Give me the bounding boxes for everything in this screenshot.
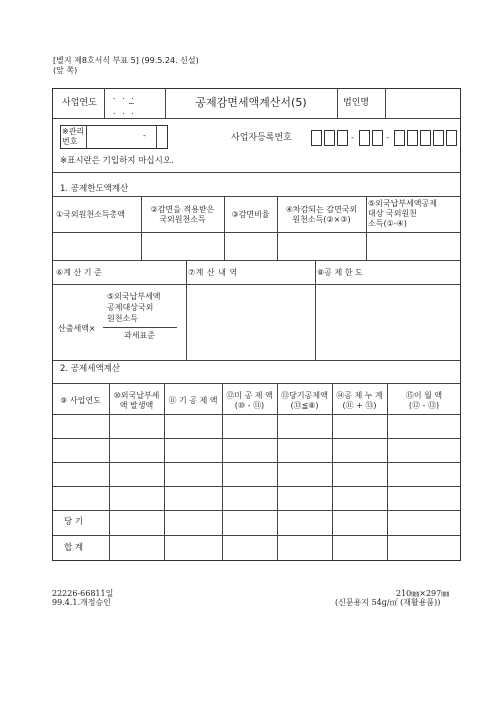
bizno-digit-2[interactable] xyxy=(324,130,335,146)
page-side-label: (앞 쪽) xyxy=(53,66,78,75)
form-reference: [별지 제8호서식 부표 5] (99.5.24. 신설) xyxy=(53,56,199,65)
bizno-digit-3[interactable] xyxy=(337,130,348,146)
section2-title: 2. 공제세액계산 xyxy=(60,364,121,374)
paper-size: 210㎜×297㎜ xyxy=(396,589,450,598)
section2-col-current-deduction: ⑬당기공제액 (⑬≦⑧) xyxy=(281,391,328,410)
total-label: 합 계 xyxy=(64,543,84,553)
approval-note: 99.4.1.개정승인 xyxy=(52,598,111,607)
section1-title: 1. 공제한도액계산 xyxy=(60,184,129,194)
section1-col-exempt-rate: ③감면비율 xyxy=(231,210,270,219)
management-number-dash: - xyxy=(143,131,146,140)
formula-numerator: ⑤외국납부세액 공제대상국외 원천소득 xyxy=(107,292,161,323)
section2-col-year: ⑨ 사업연도 xyxy=(60,396,101,405)
bizno-digit-6[interactable] xyxy=(394,130,405,146)
period-separator: ~ xyxy=(128,99,135,108)
section2-col-undeducted: ⑫미 공 제 액 (⑩ - ⑪) xyxy=(226,391,273,410)
exempt-rate-field[interactable] xyxy=(225,233,277,260)
section2-col-paid-tax: ⑩외국납부세 액 발생액 xyxy=(113,391,160,410)
section1-col-eligible-income: ⑤외국납부세액공제 대상 국외원천 소득(①-④) xyxy=(368,199,437,228)
calc-detail-header: ⑦계 산 내 역 xyxy=(188,268,238,277)
bizno-digit-8[interactable] xyxy=(420,130,431,146)
bizno-digit-1[interactable] xyxy=(311,130,322,146)
section2-col-carryover: ⑮이 월 액 (⑫ - ⑬) xyxy=(405,391,443,410)
exempt-income-field[interactable] xyxy=(142,233,224,260)
section1-col-deducted-income: ④차감되는 감면국외 원천소득(②×③) xyxy=(285,205,358,224)
deduction-table-body[interactable] xyxy=(53,415,461,510)
section2-col-prior-deduction: ⑪ 기 공 제 액 xyxy=(168,396,218,405)
bizno-digit-7[interactable] xyxy=(407,130,418,146)
current-year-label: 당 기 xyxy=(64,517,84,527)
corporation-name-field[interactable] xyxy=(386,89,460,117)
bizno-dash-1: - xyxy=(351,133,354,142)
bizno-dash-2: - xyxy=(386,133,389,142)
eligible-income-field[interactable] xyxy=(367,233,460,260)
period-end-date: . . . xyxy=(113,107,136,116)
period-start-date: . . . xyxy=(113,92,136,101)
formula-denominator: 과세표준 xyxy=(124,331,155,340)
section1-col-exempt-income: ②감면을 적용받은 국외원천소득 xyxy=(150,205,215,224)
foreign-income-total-field[interactable] xyxy=(53,233,141,260)
bizno-digit-4[interactable] xyxy=(359,130,370,146)
calc-limit-field[interactable] xyxy=(316,285,460,360)
form-title: 공제감면세액계산서(5) xyxy=(195,96,307,109)
business-year-label: 사업연도 xyxy=(62,98,97,108)
management-number-label: ※관리 번호 xyxy=(62,127,85,146)
bizno-digit-9[interactable] xyxy=(433,130,444,146)
instruction-note: ※표시란은 기입하지 마십시오. xyxy=(60,156,174,166)
corporation-name-label: 법인명 xyxy=(343,98,370,108)
business-registration-label: 사업자등록번호 xyxy=(231,133,292,143)
calc-detail-field[interactable] xyxy=(187,285,315,360)
section2-col-cumulative: ⑭공 제 누 계 (⑪ + ⑬) xyxy=(336,391,383,410)
form-code: 22226-66811일 xyxy=(52,589,114,598)
formula-prefix: 산출세액× xyxy=(58,324,96,333)
deducted-income-field[interactable] xyxy=(278,233,366,260)
calc-limit-header: ⑧공 제 한 도 xyxy=(317,268,363,277)
paper-spec: (신문용지 54g/㎡ (재활용품)) xyxy=(335,598,441,607)
bizno-digit-10[interactable] xyxy=(446,130,457,146)
management-number-field[interactable] xyxy=(87,126,137,148)
total-row-frame xyxy=(52,535,461,561)
calc-standard-header: ⑥계 산 기 준 xyxy=(56,268,102,277)
bizno-digit-5[interactable] xyxy=(372,130,383,146)
section1-col-foreign-income: ①국외원천소득총액 xyxy=(56,210,125,219)
